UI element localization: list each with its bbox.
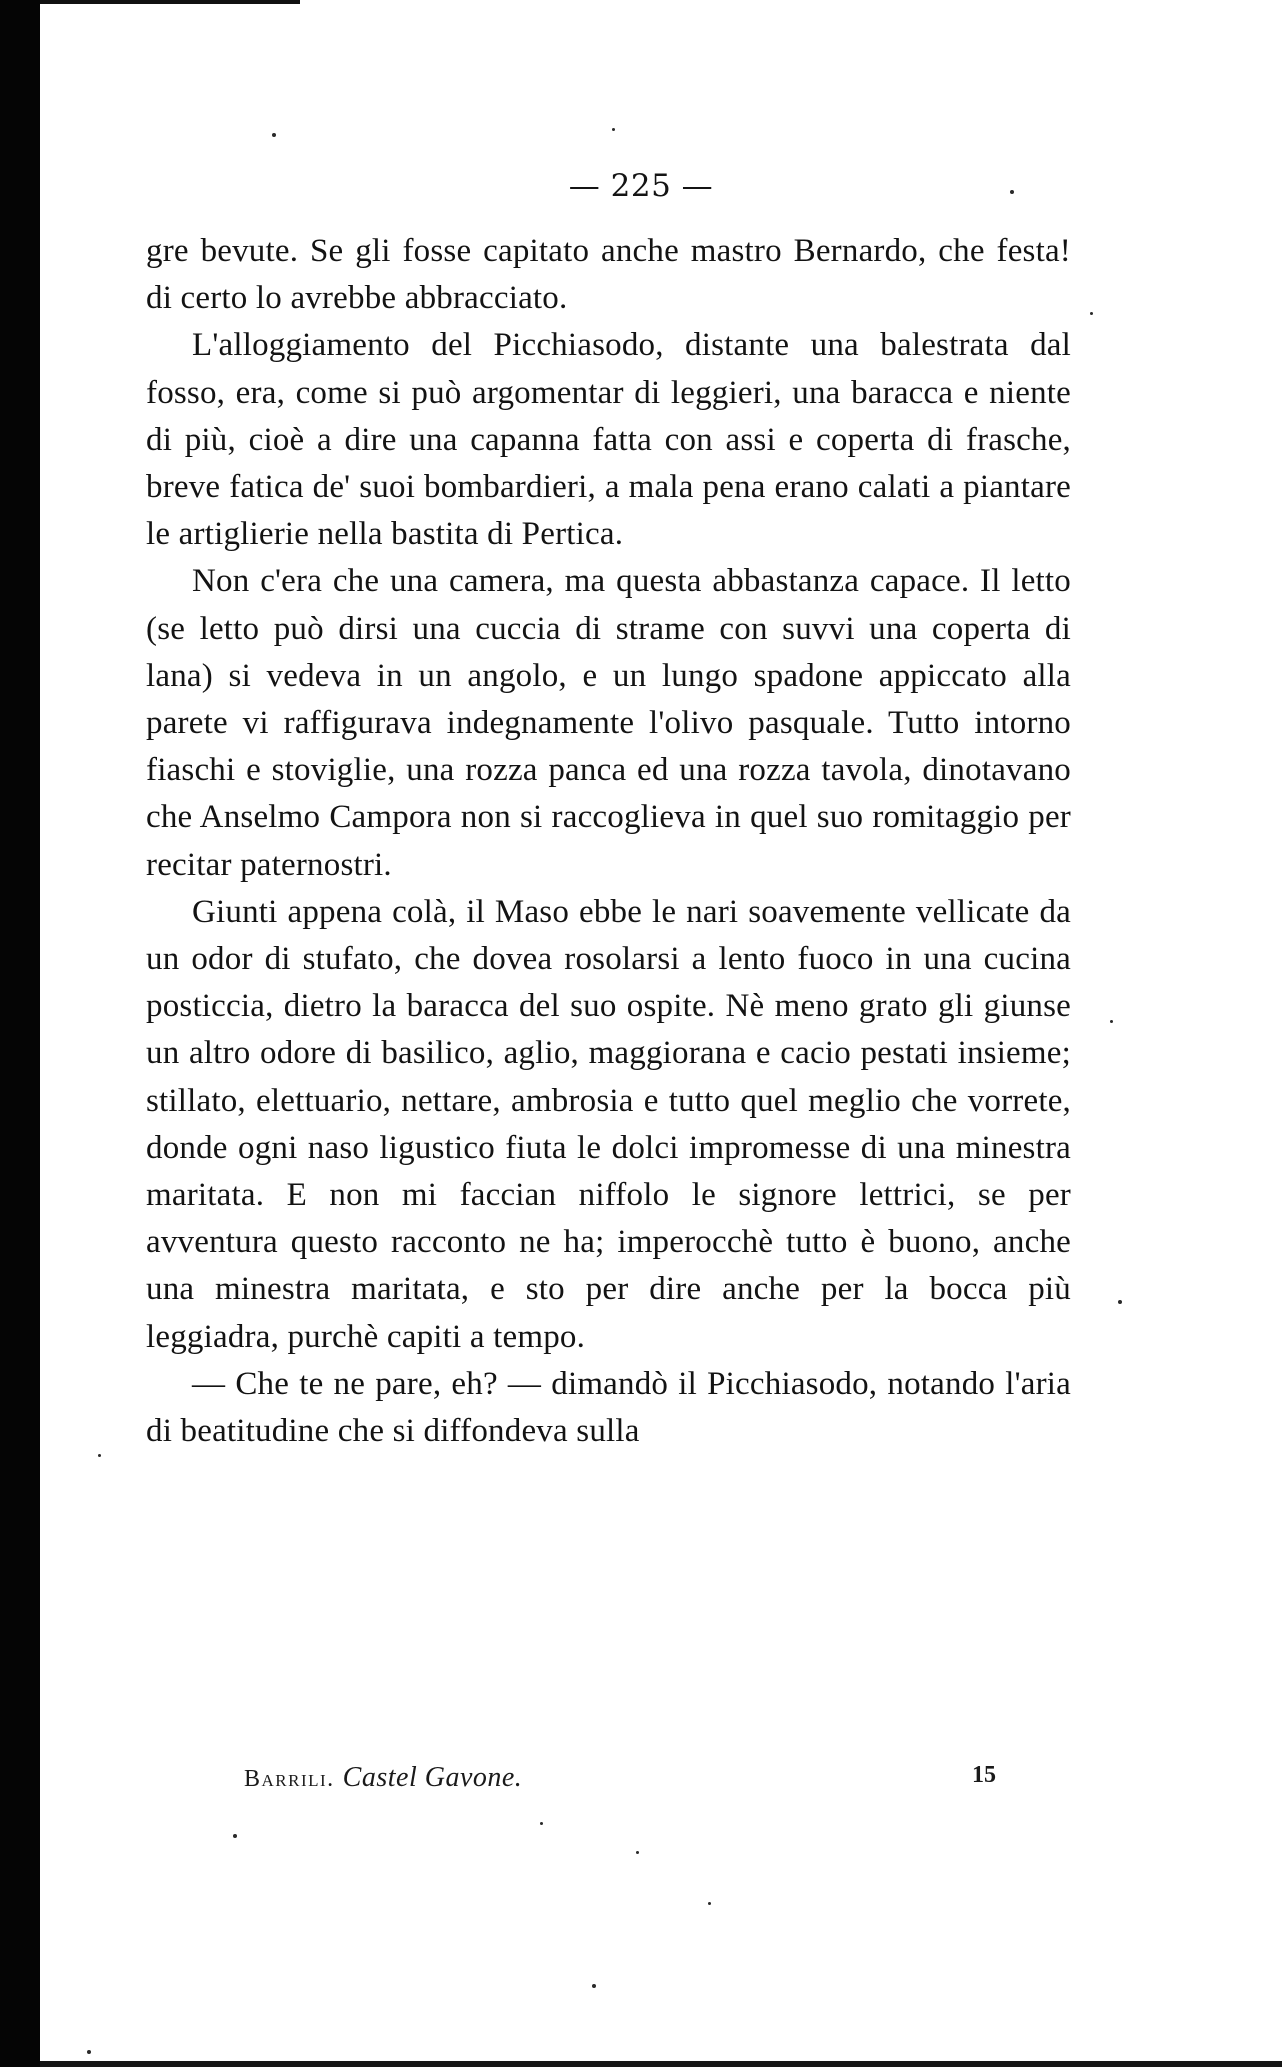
paragraph-alloggiamento: L'alloggiamento del Picchiasodo, distante una balestrata dal fosso, era, come si può argomentar di leggieri, una baracca e niente di più, cioè a dire una capanna fatta con assi e coperta di frasche, breve fatica de' suoi bombardieri, a mala pena erano calati a piantare le artiglierie nella bastita di Pertica.: [146, 327, 1071, 553]
scan-speck: [1110, 1020, 1113, 1023]
binding-shadow: [0, 0, 40, 2067]
scan-speck: [592, 1984, 596, 1988]
scan-speck: [87, 2050, 91, 2054]
scan-speck: [612, 128, 615, 131]
paragraph-camera: Non c'era che una camera, ma questa abbastanza capace. Il letto (se letto può dirsi una cuccia di strame con suvvi una coperta di lana) si vedeva in un angolo, e un lungo spadone appiccato alla parete vi raffigurava indegnamente l'olivo pasquale. Tutto intorno fiaschi e stoviglie, una rozza panca ed una rozza tavola, dinotavano che Anselmo Campora non si raccoglieva in quel suo romitaggio per recitar paternostri.: [146, 563, 1071, 883]
page-number: — 225 —: [568, 168, 714, 204]
scan-speck: [98, 1454, 101, 1457]
scan-edge-top: [40, 0, 300, 4]
scan-speck: [272, 133, 276, 137]
scan-speck: [233, 1834, 237, 1838]
scan-speck: [1090, 312, 1093, 315]
scan-speck: [636, 1851, 639, 1854]
running-footer: [244, 1762, 522, 1794]
signature-line: [0, 1762, 1282, 1802]
footer-author: Barrili.: [244, 1766, 335, 1792]
scan-speck: [1118, 1300, 1122, 1304]
printer-signature: 15: [972, 1762, 996, 1788]
scan-speck: [708, 1902, 711, 1905]
scan-speck: [1010, 190, 1014, 194]
scan-edge-bottom: [40, 2061, 1282, 2067]
paragraph-dialogue: — Che te ne pare, eh? — dimandò il Picchiasodo, notando l'aria di beatitudine che si diffondeva sulla: [146, 1365, 1071, 1450]
paragraph-giunti: Giunti appena colà, il Maso ebbe le nari soavemente vellicate da un odor di stufato, che dovea rosolarsi a lento fuoco in una cucina posticcia, dietro la baracca del suo ospite. Nè meno grato gli giunse un altro odore di basilico, aglio, maggiorana e cacio pestati insieme; stillato, elettuario, nettare, ambrosia e tutto quel meglio che vorrete, donde ogni naso ligustico fiuta le dolci impromesse di una minestra maritata. E non mi faccian niffolo le signore lettrici, se per avventura questo racconto ne ha; imperocchè tutto è buono, anche una minestra maritata, e sto per dire anche per la bocca più leggiadra, purchè capiti a tempo.: [146, 893, 1071, 1355]
body-text: [146, 228, 1071, 1455]
scan-speck: [540, 1822, 543, 1825]
paragraph-continuation: gre bevute. Se gli fosse capitato anche mastro Bernardo, che festa! di certo lo avrebbe abbracciato.: [146, 233, 1071, 317]
footer-title: Castel Gavone.: [342, 1762, 523, 1793]
